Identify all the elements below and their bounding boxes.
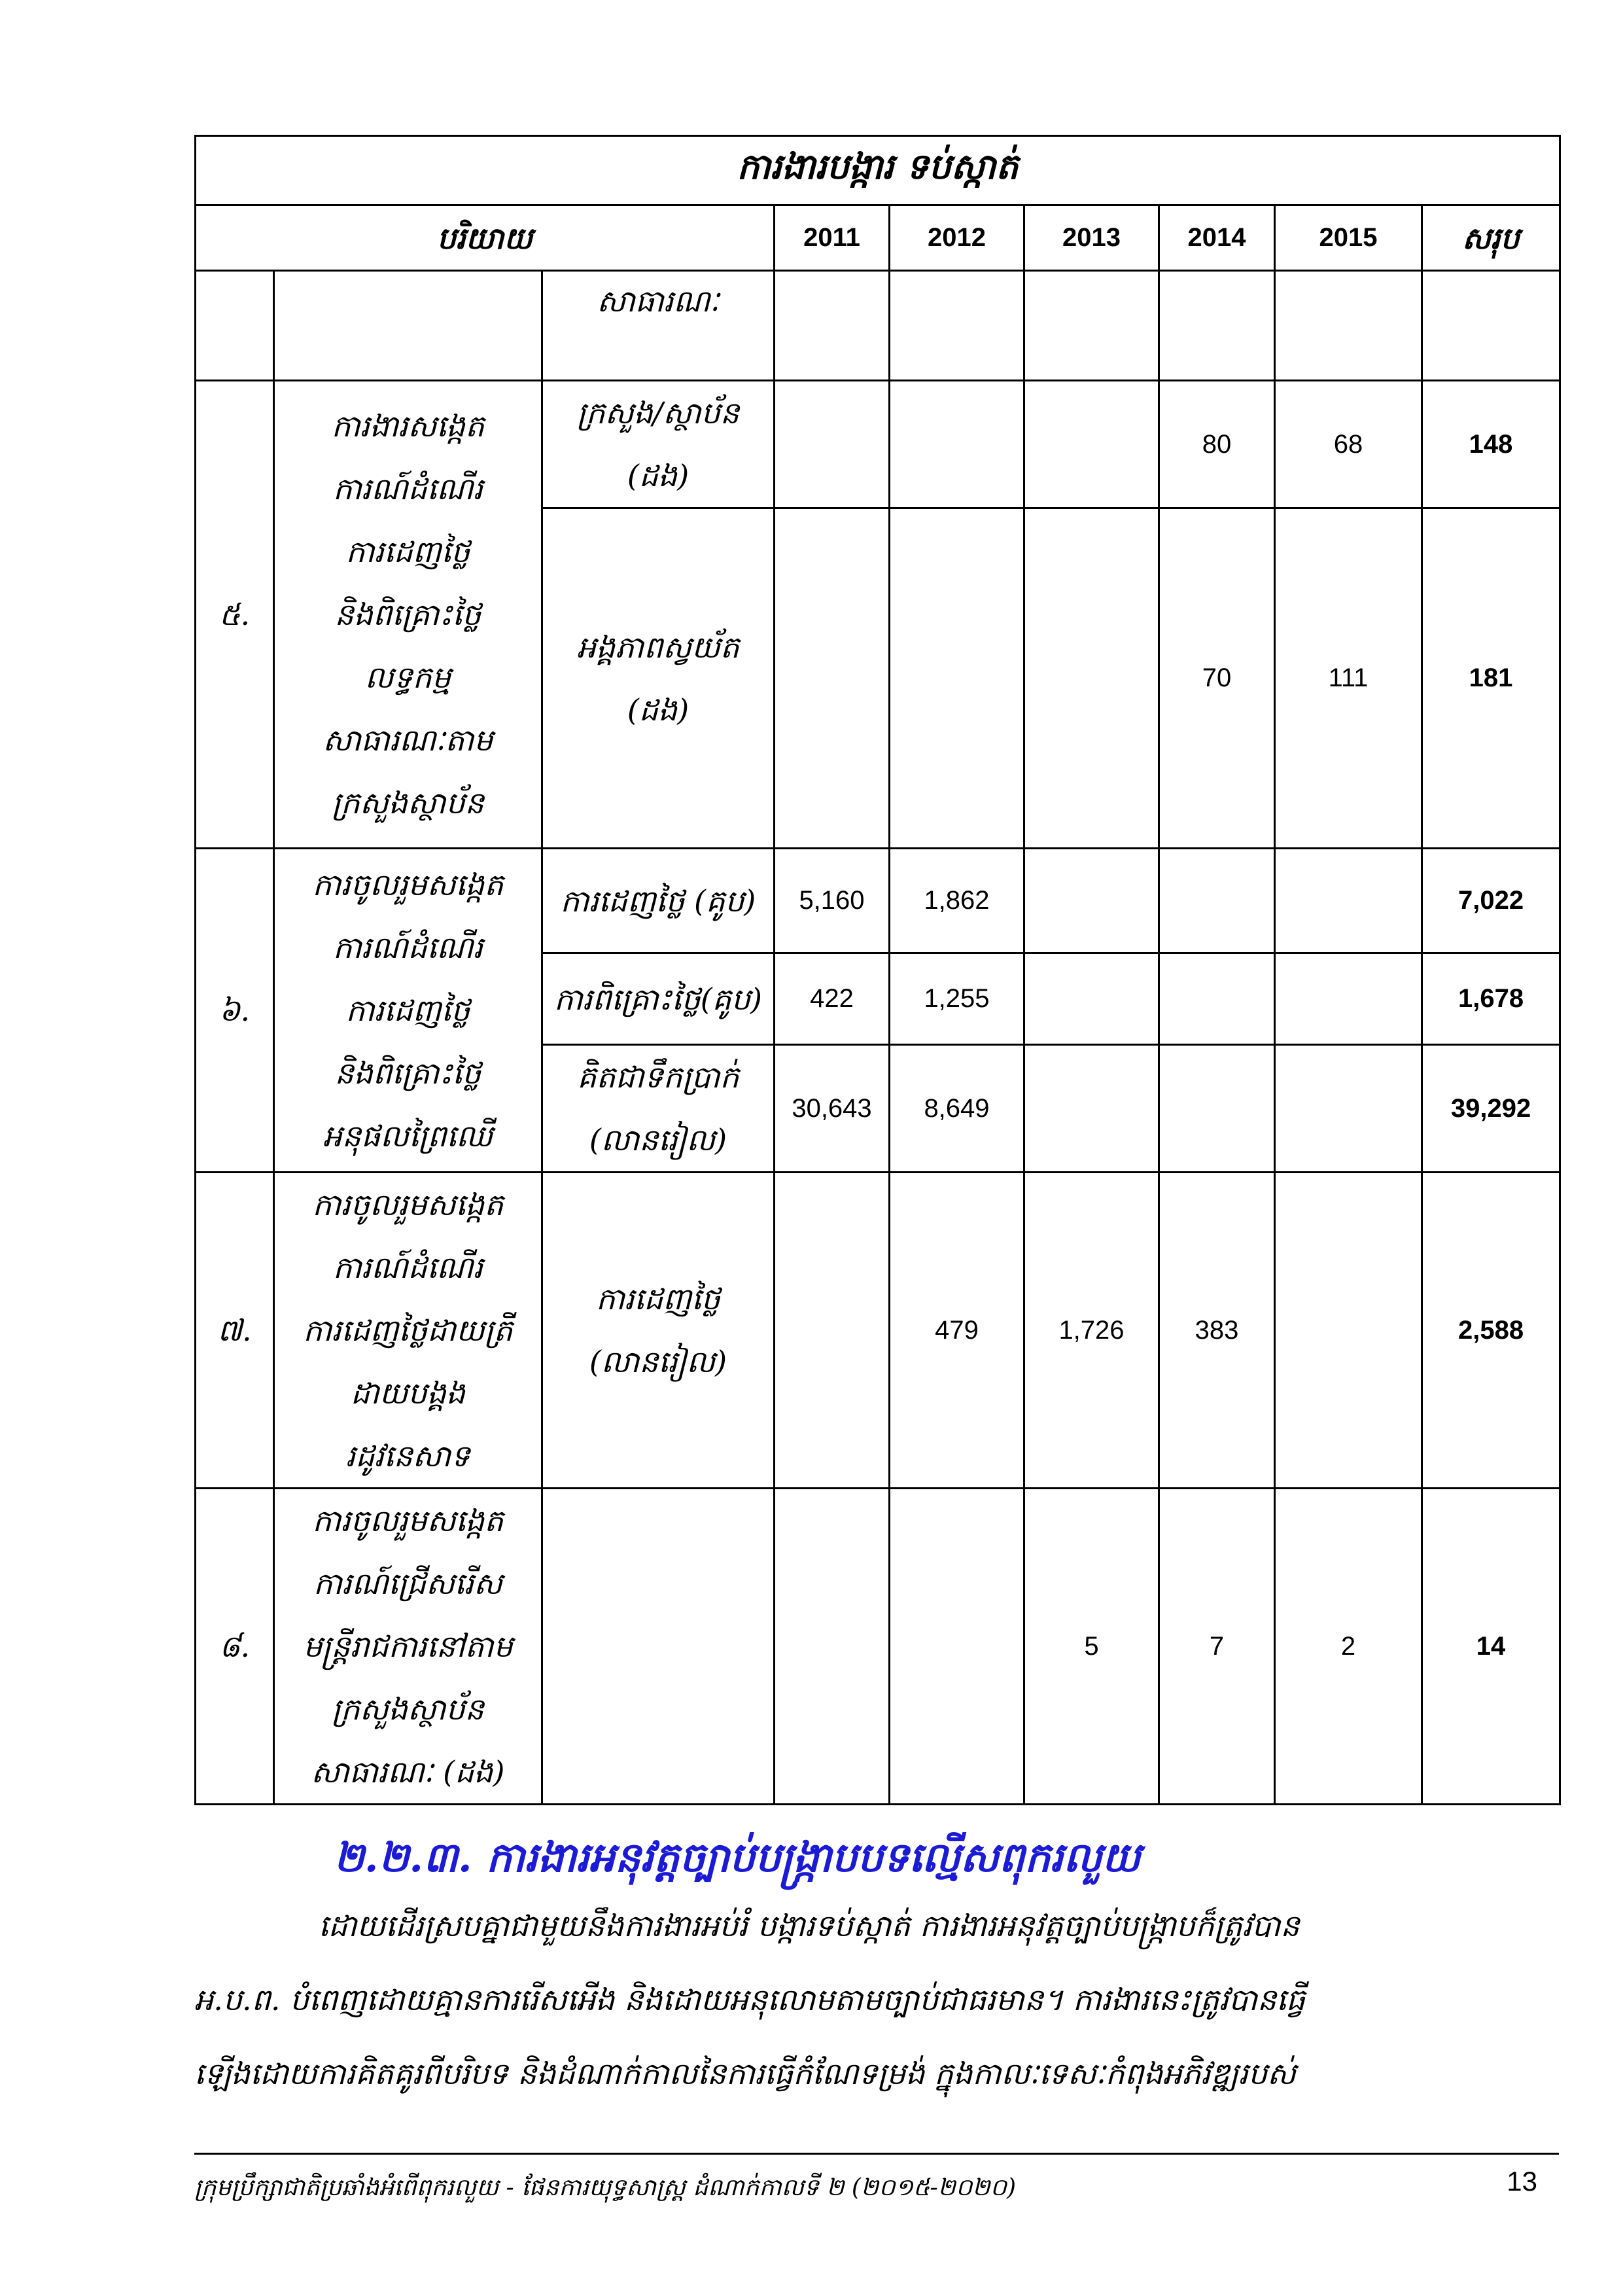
- sub-category-line: (ដង): [627, 692, 689, 728]
- header-year-2012: 2012: [890, 205, 1024, 271]
- section-label-line: សាធារណៈ (ដង): [311, 1754, 505, 1790]
- value-cell: 1,862: [890, 849, 1024, 953]
- value-cell: 422: [775, 953, 890, 1045]
- section-label-line: និងពិគ្រោះថ្លៃ: [334, 597, 481, 632]
- value-cell: [1024, 508, 1159, 849]
- value-cell: 5,160: [775, 849, 890, 953]
- total-cell: 14: [1422, 1489, 1560, 1805]
- section-number: ៨.: [196, 1489, 274, 1805]
- footer-rule: [194, 2153, 1559, 2155]
- sub-category-line: (ដង): [627, 458, 689, 493]
- section-number: ៧.: [196, 1173, 274, 1489]
- value-cell: [1275, 849, 1422, 953]
- section-heading: ២.២.៣. ការងារអនុវត្តច្បាប់បង្ក្រាបបទល្មើសពុករលួយ: [334, 1833, 1141, 1881]
- sub-category-line: (លានរៀល): [589, 1122, 727, 1157]
- value-cell: 8,649: [890, 1045, 1024, 1173]
- sub-category-line: អង្គភាពស្វយ័ត: [576, 629, 740, 665]
- section-label: [274, 849, 542, 1173]
- sub-category: [542, 1045, 775, 1173]
- table-row: [196, 381, 1560, 508]
- value-cell: [775, 1489, 890, 1805]
- section-label-line: ការណ៍ដំណើរ: [332, 930, 483, 965]
- page-number: 13: [1507, 2166, 1537, 2197]
- value-cell: [1024, 381, 1159, 508]
- section-label-line: ការដេញថ្លៃ: [345, 534, 470, 569]
- header-year-2011: 2011: [775, 205, 890, 271]
- value-cell: [1159, 1045, 1275, 1173]
- sub-category: [542, 1173, 775, 1489]
- continuation-sub-label: សាធារណៈ: [542, 271, 775, 381]
- section-number: ៥.: [196, 381, 274, 849]
- section-label-line: ការចូលរួមសង្កេត: [312, 1187, 504, 1222]
- paragraph-line-1: ដោយដើរស្របគ្នាជាមួយនឹងការងារអប់រំ បង្ការទប់ស្កាត់ ការងារអនុវត្តច្បាប់បង្ក្រាបក៏ត្រូវបាន: [319, 1908, 1300, 1943]
- sub-category-line: (លានរៀល): [589, 1344, 727, 1379]
- section-label-line: និងពិគ្រោះថ្លៃ: [334, 1055, 481, 1091]
- sub-category: [542, 1489, 775, 1805]
- section-label-line: ការចូលរួមសង្កេត: [312, 1503, 504, 1538]
- value-cell: 1,255: [890, 953, 1024, 1045]
- value-cell: [1024, 953, 1159, 1045]
- value-cell: 1,726: [1024, 1173, 1159, 1489]
- value-cell: [1275, 1045, 1422, 1173]
- value-cell: 2: [1275, 1489, 1422, 1805]
- section-label-line: រដូវនេសាទ: [345, 1438, 470, 1474]
- section-label-line: ក្រសួងស្ថាប័ន: [332, 785, 484, 821]
- total-cell: 148: [1422, 381, 1560, 508]
- sub-category-line: ការដេញថ្លៃ: [596, 1281, 720, 1316]
- continuation-label-cell: [274, 271, 542, 381]
- table-row: [196, 849, 1560, 953]
- value-cell: [775, 508, 890, 849]
- value-cell: 111: [1275, 508, 1422, 849]
- sub-category-line: ការដេញថ្លៃ (គូប): [560, 883, 756, 919]
- value-cell: [1159, 953, 1275, 1045]
- value-cell: 5: [1024, 1489, 1159, 1805]
- section-label: [274, 1173, 542, 1489]
- total-cell: 39,292: [1422, 1045, 1560, 1173]
- section-label-line: អនុផលព្រៃឈើ: [323, 1118, 493, 1154]
- value-cell: 479: [890, 1173, 1024, 1489]
- sub-category: [542, 381, 775, 508]
- total-cell: 7,022: [1422, 849, 1560, 953]
- header-description: បរិយាយ: [196, 205, 775, 271]
- sub-category: [542, 508, 775, 849]
- section-label-line: ការងារសង្កេត: [331, 408, 485, 444]
- header-year-2013: 2013: [1024, 205, 1159, 271]
- continuation-num-cell: [196, 271, 274, 381]
- value-cell: [775, 381, 890, 508]
- total-cell: 181: [1422, 508, 1560, 849]
- value-cell: [775, 1173, 890, 1489]
- section-label-line: ការដេញថ្លៃ: [345, 993, 470, 1028]
- value-cell: [1275, 953, 1422, 1045]
- section-label-line: ការដេញថ្លៃដាយត្រី: [303, 1313, 513, 1348]
- table-title: ការងារបង្ការ ទប់ស្កាត់: [196, 136, 1560, 205]
- value-cell: [1024, 849, 1159, 953]
- header-year-2015: 2015: [1275, 205, 1422, 271]
- value-cell: 7: [1159, 1489, 1275, 1805]
- section-label-line: ដាយបង្គង: [350, 1375, 466, 1411]
- section-label-line: សាធារណៈតាម: [323, 722, 493, 758]
- sub-category: [542, 849, 775, 953]
- section-label-line: ការណ៍ដំណើរ: [332, 1250, 483, 1285]
- paragraph-line-3: ឡើងដោយការគិតគូរពីបរិបទ និងដំណាក់កាលនៃការធ្វើកំណែទម្រង់ ក្នុងកាលៈទេសៈកំពុងអភិវឌ្ឍរបស់: [194, 2056, 1296, 2091]
- value-cell: [1275, 1173, 1422, 1489]
- section-label: [274, 1489, 542, 1805]
- sub-category-line: ក្រសួង/ស្ថាប័ន: [576, 395, 740, 431]
- value-cell: 383: [1159, 1173, 1275, 1489]
- value-cell: [1024, 1045, 1159, 1173]
- table-row: [196, 1489, 1560, 1805]
- section-label-line: ការណ៍ដំណើរ: [332, 471, 483, 506]
- table-row: [196, 1173, 1560, 1489]
- sub-category: [542, 953, 775, 1045]
- total-cell: 2,588: [1422, 1173, 1560, 1489]
- sub-category-line: ការពិគ្រោះថ្លៃ(គូប): [553, 981, 762, 1017]
- value-cell: 70: [1159, 508, 1275, 849]
- section-label-line: ក្រសួងស្ថាប័ន: [332, 1691, 484, 1727]
- value-cell: [890, 1489, 1024, 1805]
- header-total: សរុប: [1422, 205, 1560, 271]
- value-cell: 68: [1275, 381, 1422, 508]
- section-label-line: ការណ៍ជ្រើសរើស: [313, 1566, 502, 1601]
- sub-category-line: គិតជាទឹកប្រាក់: [577, 1059, 739, 1095]
- header-year-2014: 2014: [1159, 205, 1275, 271]
- value-cell: [890, 381, 1024, 508]
- section-number: ៦.: [196, 849, 274, 1173]
- value-cell: 30,643: [775, 1045, 890, 1173]
- value-cell: 80: [1159, 381, 1275, 508]
- value-cell: [1159, 849, 1275, 953]
- anti-corruption-table: [194, 135, 1561, 1805]
- section-label: [274, 381, 542, 849]
- total-cell: 1,678: [1422, 953, 1560, 1045]
- section-label-line: មន្ត្រីរាជការនៅតាម: [303, 1629, 513, 1664]
- section-label-line: លទ្ធកម្ម: [364, 660, 451, 695]
- section-label-line: ការចូលរួមសង្កេត: [312, 867, 504, 902]
- value-cell: [890, 508, 1024, 849]
- footer-text: ក្រុមប្រឹក្សាជាតិប្រឆាំងអំពើពុករលួយ - ផែនការយុទ្ធសាស្ត្រ ដំណាក់កាលទី ២ (២០១៥-២០២០): [194, 2174, 1017, 2201]
- paragraph-line-2: អ.ប.ព. បំពេញដោយគ្មានការរើសអើង និងដោយអនុលោមតាមច្បាប់ជាធរមាន។ ការងារនេះត្រូវបានធ្វើ: [194, 1982, 1305, 2017]
